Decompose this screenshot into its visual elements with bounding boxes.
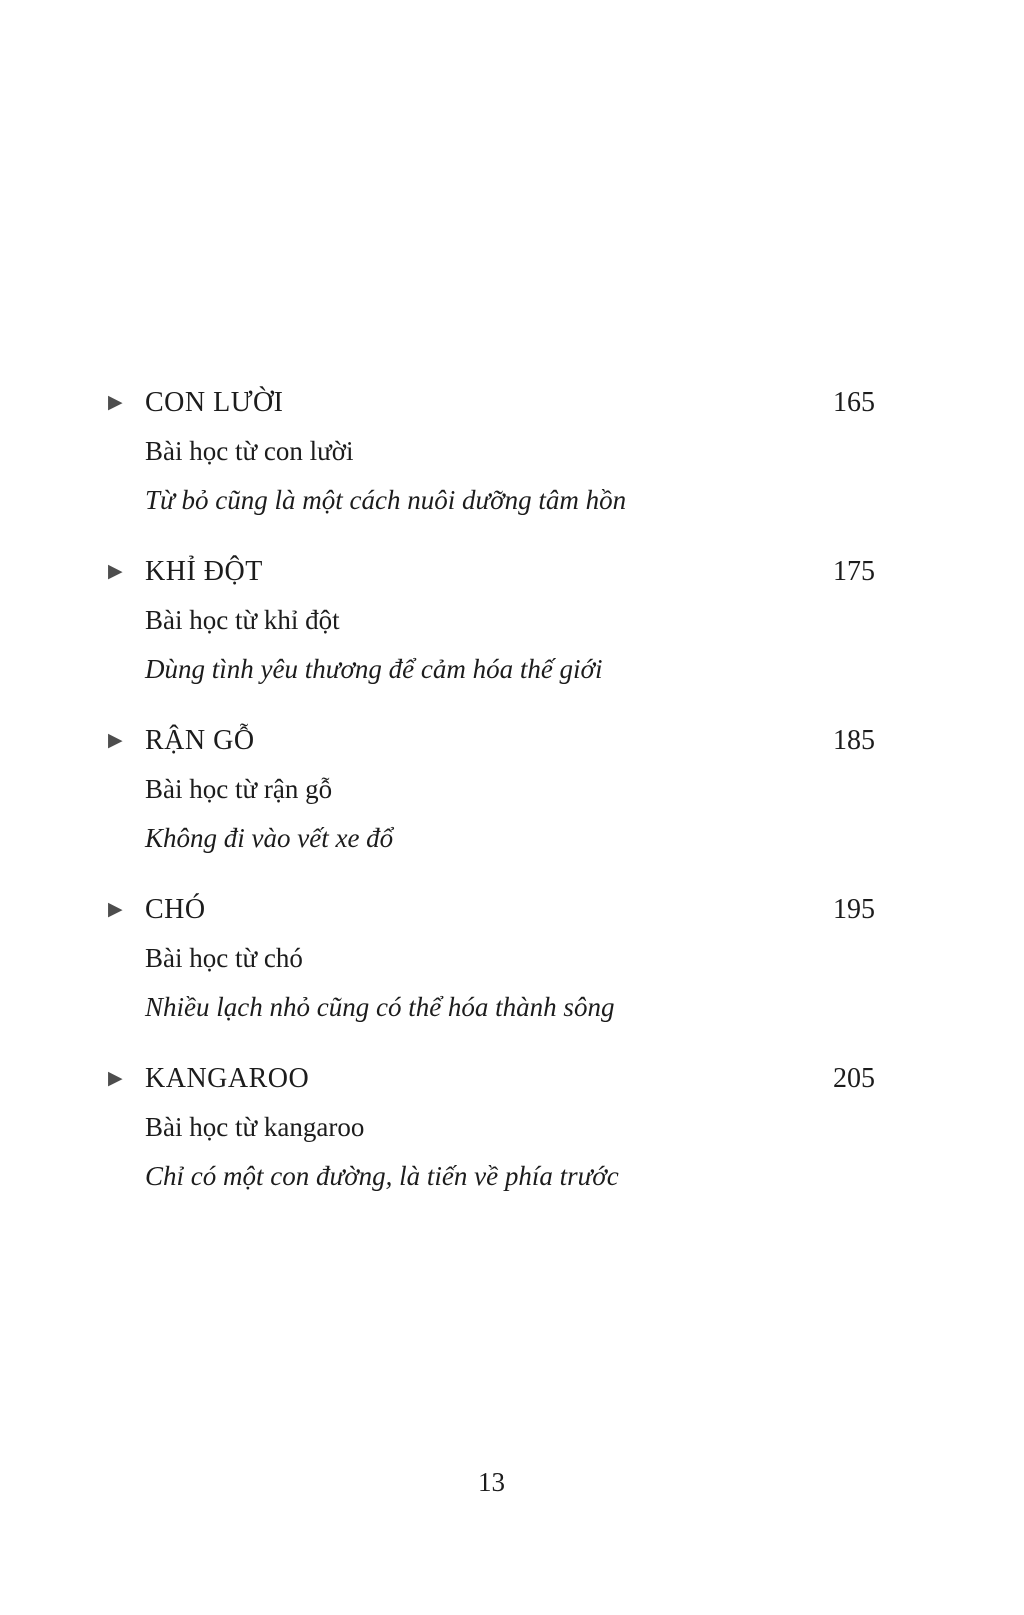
chapter-page-number: 175: [833, 556, 875, 587]
toc-entry-title-row: [108, 547, 875, 596]
chapter-page-number: 185: [833, 725, 875, 756]
chapter-title: KANGAROO: [145, 1063, 310, 1094]
chapter-lesson: Bài học từ kangaroo: [145, 1112, 365, 1142]
chapter-page-number: 195: [833, 894, 875, 925]
chapter-title: KHỈ ĐỘT: [145, 556, 263, 587]
toc-entry-title-row: [108, 885, 875, 934]
triangle-bullet-icon: ▶: [108, 391, 123, 413]
toc-entry-title-row: [108, 1054, 875, 1103]
chapter-quote: Từ bỏ cũng là một cách nuôi dưỡng tâm hồn: [145, 485, 627, 515]
chapter-page-number: 205: [833, 1063, 875, 1094]
toc-list: [108, 378, 875, 1223]
triangle-bullet-icon: ▶: [108, 1067, 123, 1089]
toc-entry: [108, 547, 875, 694]
page-footer: [108, 1458, 875, 1507]
chapter-page-number: 165: [833, 387, 875, 418]
chapter-lesson: Bài học từ chó: [145, 943, 303, 973]
triangle-bullet-icon: ▶: [108, 729, 123, 751]
triangle-bullet-icon: ▶: [108, 560, 123, 582]
chapter-quote: Dùng tình yêu thương để cảm hóa thế giới: [145, 654, 603, 684]
chapter-quote: Không đi vào vết xe đổ: [145, 823, 394, 853]
chapter-lesson: Bài học từ rận gỗ: [145, 774, 333, 804]
chapter-title: CON LƯỜI: [145, 387, 284, 418]
toc-entry: [108, 1054, 875, 1201]
toc-entry: [108, 378, 875, 525]
chapter-title: CHÓ: [145, 894, 206, 925]
toc-entry: [108, 885, 875, 1032]
toc-entry: [108, 716, 875, 863]
triangle-bullet-icon: ▶: [108, 898, 123, 920]
chapter-quote: Nhiều lạch nhỏ cũng có thể hóa thành sông: [145, 992, 615, 1022]
chapter-lesson: Bài học từ khỉ đột: [145, 605, 340, 635]
toc-entry-title-row: [108, 716, 875, 765]
chapter-quote: Chỉ có một con đường, là tiến về phía trước: [145, 1161, 619, 1191]
chapter-lesson: Bài học từ con lười: [145, 436, 354, 466]
chapter-title: RẬN GỖ: [145, 725, 255, 756]
page-number-footer: 13: [478, 1467, 505, 1497]
toc-entry-title-row: [108, 378, 875, 427]
